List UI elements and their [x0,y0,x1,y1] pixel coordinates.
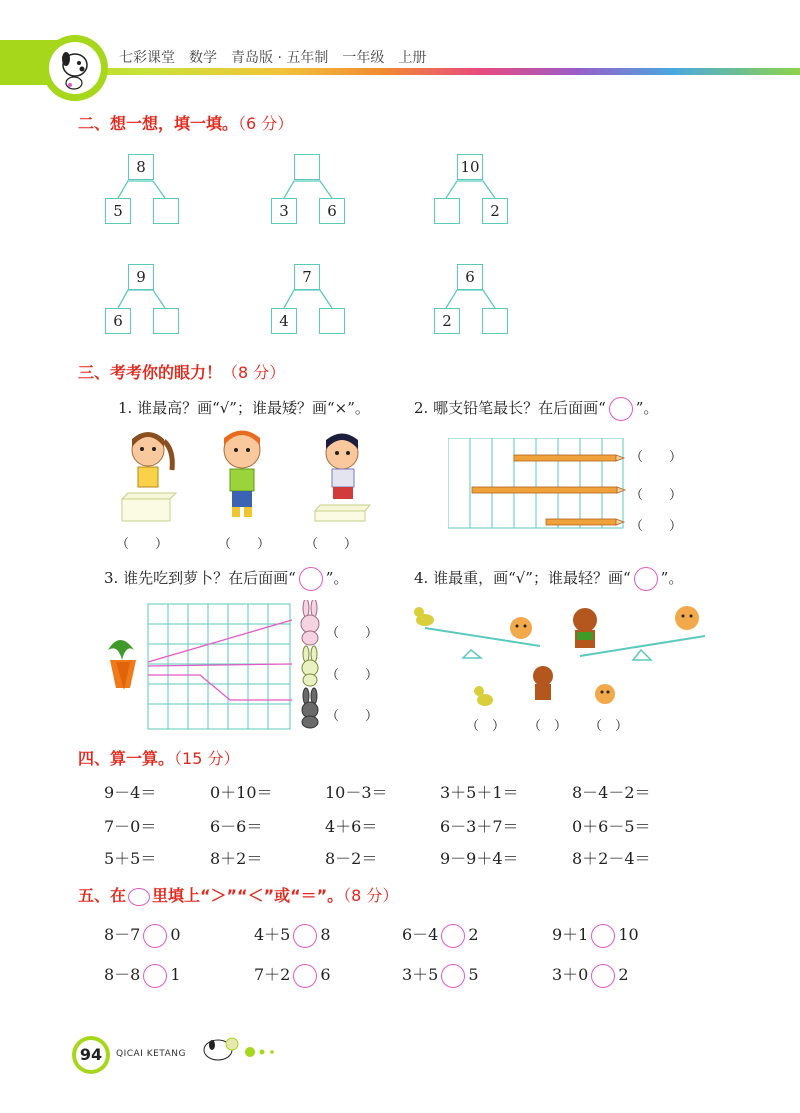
section5-title-a: 五、在 [78,886,127,905]
compare-right: 0 [170,925,181,944]
tree-right-box[interactable] [482,308,508,334]
question-2-text: 2. 哪支铅笔最长？在后面画“ [414,399,606,417]
rabbit-green [302,646,318,686]
equation: 9－9＋4＝ [440,849,519,868]
question-4-text: 4. 谁最重，画“√”；谁最轻？画“ [414,569,631,587]
compare-right: 6 [320,965,331,984]
answer-paren-animal-3[interactable]: （ ） [589,719,629,734]
tree-top-box[interactable]: 9 [128,264,154,290]
bear-icon [533,666,553,700]
equation: 10－3＝ [325,783,388,802]
answer-paren-rabbit-3[interactable]: （ ） [326,709,379,724]
compare-circle[interactable] [441,964,465,988]
circle-symbol [634,567,658,591]
equation: 5＋5＝ [104,849,157,868]
answer-paren-animal-2[interactable]: （ ） [528,719,568,734]
tree-top-box[interactable]: 8 [128,154,154,180]
compare-left: 8－8 [104,965,141,984]
answer-paren-rabbit-1[interactable]: （ ） [326,626,379,641]
circle-symbol [128,888,150,906]
compare-left: 3＋5 [402,965,439,984]
compare-item [104,962,181,988]
pencil-1 [514,455,624,461]
compare-right: 2 [468,925,479,944]
section5-points: （8 分） [343,886,399,905]
answer-paren-kid-3[interactable]: （ ） [305,537,358,552]
rabbit-pink [301,600,319,645]
question-3-text: 3. 谁先吃到萝卜？在后面画“ [104,569,296,587]
tree-top-box[interactable]: 10 [457,154,483,180]
compare-circle[interactable] [143,924,167,948]
compare-item [552,922,639,948]
question-3 [104,567,348,591]
answer-paren-animal-1[interactable]: （ ） [466,719,506,734]
compare-circle[interactable] [143,964,167,988]
section5-heading [78,883,398,906]
equation: 9－4＝ [104,783,157,802]
compare-circle[interactable] [441,924,465,948]
compare-item [254,962,331,988]
tree-left-box[interactable]: 6 [105,308,131,334]
tree-right-box[interactable] [319,308,345,334]
section3-title: 三、考考你的眼力！ [78,363,223,382]
compare-left: 9＋1 [552,925,589,944]
section5-title-b: 里填上“＞”“＜”或“＝”。 [152,886,344,905]
compare-left: 8－7 [104,925,141,944]
equation: 3＋5＋1＝ [440,783,519,802]
equation: 6－6＝ [210,817,263,836]
tree-right-box[interactable]: 6 [319,198,345,224]
compare-item [104,922,181,948]
section3-points: （8 分） [222,363,286,382]
equation: 0＋10＝ [210,783,273,802]
equation: 8－2＝ [325,849,378,868]
tree-right-box[interactable] [153,198,179,224]
pencil-grid [448,438,630,530]
tree-left-box[interactable]: 4 [271,308,297,334]
tree-right-box[interactable]: 2 [482,198,508,224]
question-2-end: ”。 [635,399,659,417]
compare-right: 1 [170,965,181,984]
header-title: 七彩课堂 数学 青岛版 · 五年制 一年级 上册 [119,50,427,66]
duck-icon [474,686,493,706]
compare-left: 4＋5 [254,925,291,944]
question-1: 1. 谁最高？画“√”；谁最矮？画“×”。 [118,399,370,417]
rabbit-gray [302,688,318,728]
compare-item [402,922,479,948]
duck-icon [414,607,434,626]
equation: 8－4－2＝ [572,783,651,802]
circle-symbol [609,397,633,421]
tree-left-box[interactable]: 2 [434,308,460,334]
section4-heading [78,746,239,769]
page-number: 94 [76,1040,106,1070]
compare-right: 2 [618,965,629,984]
section4-points: （15 分） [174,749,240,768]
page-number-badge [72,1036,110,1074]
footer-brand: QICAI KETANG [116,1049,186,1059]
bear-icon [573,608,597,648]
compare-circle[interactable] [293,964,317,988]
compare-circle[interactable] [591,924,615,948]
tree-top-box[interactable] [294,154,320,180]
compare-right: 5 [468,965,479,984]
section2-points: （6 分） [238,114,294,133]
question-4 [414,567,683,591]
question-3-end: ”。 [325,569,349,587]
answer-paren-pencil-1[interactable]: （ ） [630,450,683,465]
children-illustration [110,425,380,525]
compare-left: 7＋2 [254,965,291,984]
equation: 4＋6＝ [325,817,378,836]
section2-title: 二、想一想，填一填。 [78,114,239,133]
section3-heading [78,360,285,383]
compare-item [254,922,331,948]
compare-item [552,962,629,988]
answer-paren-rabbit-2[interactable]: （ ） [326,668,379,683]
carrot-rabbit-grid [100,600,360,732]
tree-top-box[interactable]: 6 [457,264,483,290]
equation: 7－0＝ [104,817,157,836]
question-4-end: ”。 [660,569,684,587]
compare-left: 6－4 [402,925,439,944]
tree-left-box[interactable]: 3 [271,198,297,224]
compare-item [402,962,479,988]
question-2 [414,397,658,421]
tree-left-box[interactable] [434,198,460,224]
answer-paren-pencil-2[interactable]: （ ） [630,488,683,503]
equation: 6－3＋7＝ [440,817,519,836]
circle-symbol [299,567,323,591]
tree-connectors [0,0,800,360]
answer-paren-kid-1[interactable]: （ ） [116,537,169,552]
pencil-3 [546,519,624,525]
answer-paren-kid-2[interactable]: （ ） [218,537,271,552]
footer-mascot-icon [196,1034,286,1064]
hamster-icon [675,606,699,630]
pencil-2 [472,487,625,493]
compare-left: 3＋0 [552,965,589,984]
tree-left-box[interactable]: 5 [105,198,131,224]
tree-top-box[interactable]: 7 [294,264,320,290]
seesaw-illustration [405,598,715,710]
hamster-icon [595,684,615,704]
compare-circle[interactable] [591,964,615,988]
equation: 8＋2＝ [210,849,263,868]
compare-circle[interactable] [293,924,317,948]
tree-right-box[interactable] [153,308,179,334]
equation: 8＋2－4＝ [572,849,651,868]
hamster-icon [510,617,532,639]
compare-right: 10 [618,925,639,944]
section4-title: 四、算一算。 [78,749,175,768]
equation: 0＋6－5＝ [572,817,651,836]
compare-right: 8 [320,925,331,944]
carrot-icon [108,640,136,690]
answer-paren-pencil-3[interactable]: （ ） [630,519,683,534]
